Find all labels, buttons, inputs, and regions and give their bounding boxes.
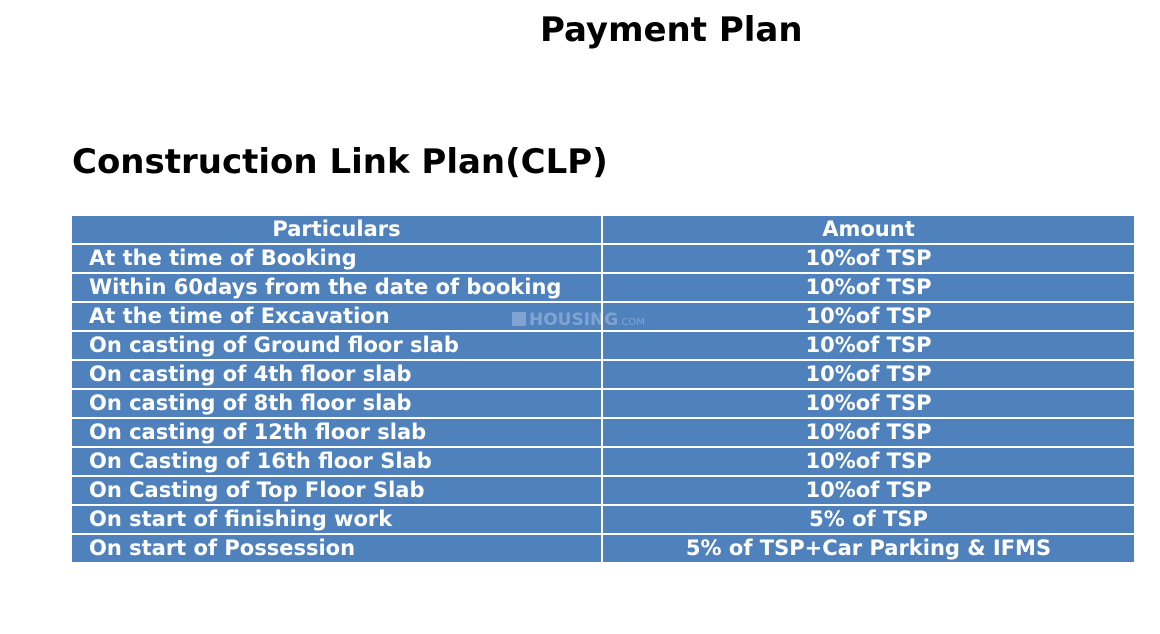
- row-particular: Within 60days from the date of booking: [71, 273, 602, 302]
- row-amount: 10%of TSP: [602, 331, 1135, 360]
- table-row: [71, 418, 1135, 447]
- table-row: [71, 447, 1135, 476]
- header-amount: Amount: [602, 215, 1135, 244]
- row-amount: 10%of TSP: [602, 476, 1135, 505]
- row-particular: On casting of Ground floor slab: [71, 331, 602, 360]
- row-particular: At the time of Excavation: [71, 302, 602, 331]
- row-particular: On casting of 4th floor slab: [71, 360, 602, 389]
- row-particular: At the time of Booking: [71, 244, 602, 273]
- row-amount: 10%of TSP: [602, 360, 1135, 389]
- header-particulars: Particulars: [71, 215, 602, 244]
- row-particular: On start of Possession: [71, 534, 602, 563]
- watermark-suffix: .COM: [618, 317, 645, 328]
- row-amount: 10%of TSP: [602, 447, 1135, 476]
- payment-plan-table: [70, 214, 1136, 564]
- table-row: [71, 273, 1135, 302]
- row-amount: 10%of TSP: [602, 418, 1135, 447]
- table-row: [71, 505, 1135, 534]
- row-particular: On start of finishing work: [71, 505, 602, 534]
- table-row: [71, 331, 1135, 360]
- table-row: [71, 534, 1135, 563]
- housing-watermark: [512, 310, 645, 330]
- table-row: [71, 389, 1135, 418]
- house-icon: [512, 312, 526, 326]
- section-title: Construction Link Plan(CLP): [72, 142, 608, 182]
- watermark-text: HOUSING: [529, 310, 619, 330]
- table-row: [71, 360, 1135, 389]
- table-row: [71, 476, 1135, 505]
- row-amount: 10%of TSP: [602, 244, 1135, 273]
- row-particular: On casting of 12th floor slab: [71, 418, 602, 447]
- row-particular: On Casting of 16th floor Slab: [71, 447, 602, 476]
- row-amount: 10%of TSP: [602, 273, 1135, 302]
- row-amount: 10%of TSP: [602, 302, 1135, 331]
- table-header-row: [71, 215, 1135, 244]
- row-particular: On Casting of Top Floor Slab: [71, 476, 602, 505]
- row-amount: 5% of TSP: [602, 505, 1135, 534]
- table-row: [71, 244, 1135, 273]
- row-particular: On casting of 8th floor slab: [71, 389, 602, 418]
- row-amount: 5% of TSP+Car Parking & IFMS: [602, 534, 1135, 563]
- row-amount: 10%of TSP: [602, 389, 1135, 418]
- page-title: Payment Plan: [540, 10, 803, 50]
